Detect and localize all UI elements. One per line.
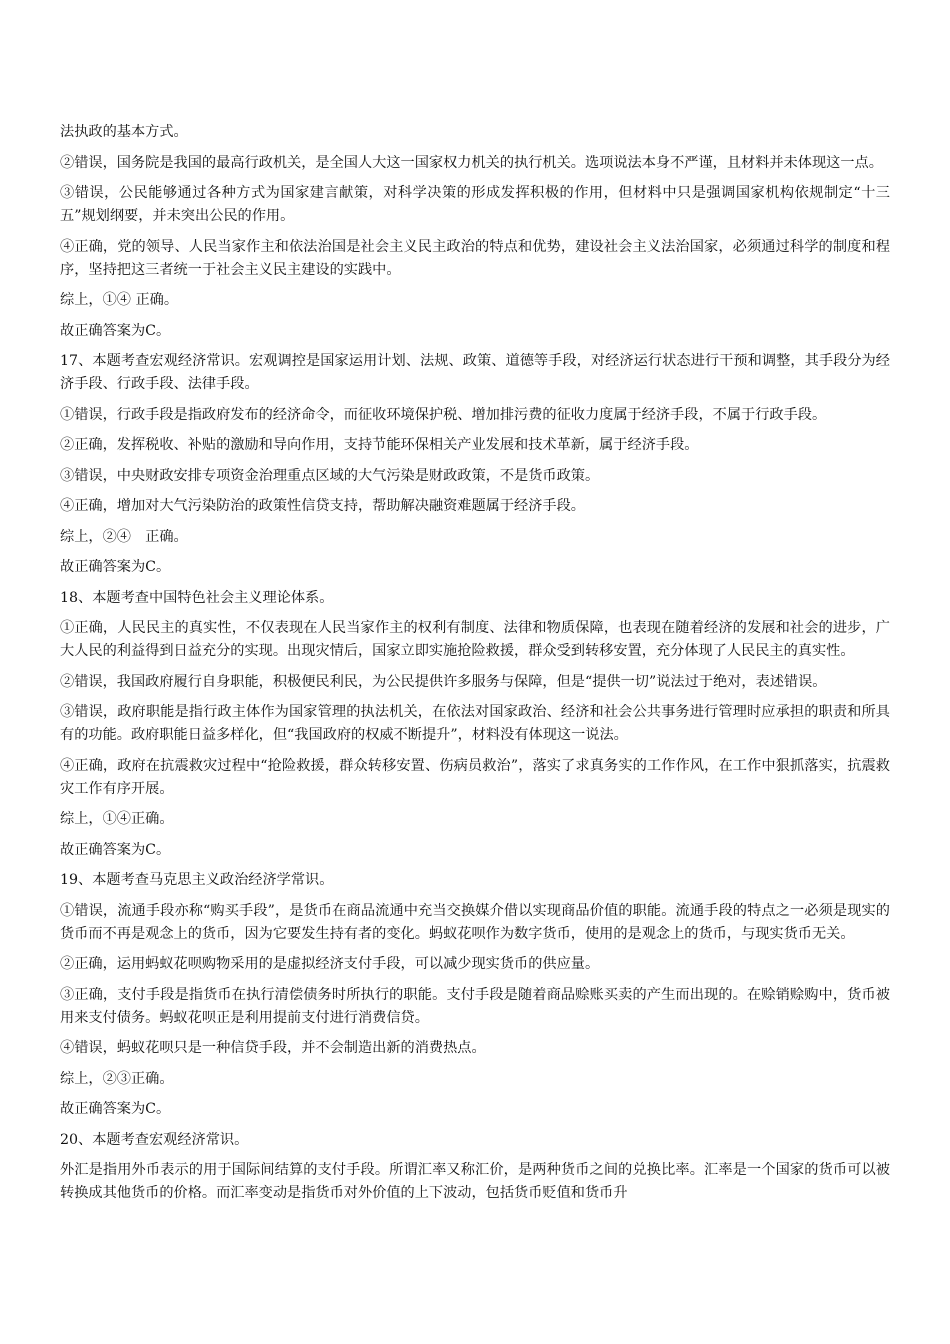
- paragraph-q16-option-3: ③错误，公民能够通过各种方式为国家建言献策，对科学决策的形成发挥积极的作用，但材料中只是强调国家机构依规制定“十三五”规划纲要，并未突出公民的作用。: [60, 185, 890, 224]
- paragraph-q18-answer: 故正确答案为C。: [60, 841, 171, 858]
- paragraph-q16-option-4: ④正确，党的领导、人民当家作主和依法治国是社会主义民主政治的特点和优势，建设社会主义法治国家，必须通过科学的制度和程序，坚持把这三者统一于社会主义民主建设的实践中。: [60, 238, 890, 278]
- paragraph-q19-summary: 综上，②③正确。: [60, 1070, 174, 1087]
- paragraph-q16-answer: 故正确答案为C。: [60, 322, 171, 339]
- paragraph-q20-body: 外汇是指用外币表示的用于国际间结算的支付手段。所谓汇率又称汇价，是两种货币之间的兑换比率。汇率是一个国家的货币可以被转换成其他货币的价格。而汇率变动是指货币对外价值的上下波动，包括货币贬值和货币升: [60, 1162, 890, 1201]
- paragraph-continuation: 法执政的基本方式。: [60, 124, 188, 140]
- paragraph-q19-option-2: ②正确，运用蚂蚁花呗购物采用的是虚拟经济支付手段，可以减少现实货币的供应量。: [60, 956, 600, 972]
- paragraph-q18-option-1: ①正确，人民民主的真实性，不仅表现在人民当家作主的权利有制度、法律和物质保障，也表现在随着经济的发展和社会的进步，广大人民的利益得到日益充分的实现。出现灾情后，国家立即实施抢险救援，群众受到转移安置，充分体现了人民民主的真实性。: [60, 620, 890, 659]
- paragraph-q18-option-2: ②错误，我国政府履行自身职能，积极便民利民，为公民提供许多服务与保障，但是“提供一切”说法过于绝对，表述错误。: [60, 673, 827, 690]
- paragraph-q17-option-1: ①错误，行政手段是指政府发布的经济命令，而征收环境保护税、增加排污费的征收力度属于经济手段，不属于行政手段。: [60, 406, 827, 423]
- paragraph-q18-intro: 18、本题考查中国特色社会主义理论体系。: [60, 589, 334, 606]
- paragraph-q17-summary: 综上，②④ 正确。: [60, 528, 188, 545]
- paragraph-q19-intro: 19、本题考查马克思主义政治经济学常识。: [60, 872, 334, 888]
- paragraph-q19-option-4: ④错误，蚂蚁花呗只是一种信贷手段，并不会制造出新的消费热点。: [60, 1040, 486, 1056]
- paragraph-q16-summary: 综上，①④ 正确。: [60, 292, 179, 308]
- paragraph-q17-intro: 17、本题考查宏观经济常识。宏观调控是国家运用计划、法规、政策、道德等手段，对经济运行状态进行干预和调整，其手段分为经济手段、行政手段、法律手段。: [60, 353, 890, 392]
- paragraph-q16-option-2: ②错误，国务院是我国的最高行政机关，是全国人大这一国家权力机关的执行机关。选项说法本身不严谨，且材料并未体现这一点。: [60, 154, 883, 171]
- paragraph-q19-option-1: ①错误，流通手段亦称“购买手段”，是货币在商品流通中充当交换媒介借以实现商品价值的职能。流通手段的特点之一必须是现实的货币而不再是观念上的货币，因为它要发生持有者的变化。蚂蚁花呗作为数字货币，使用的是观念上的货币，与现实货币无关。: [60, 902, 890, 942]
- paragraph-q18-option-3: ③错误，政府职能是指行政主体作为国家管理的执法机关，在依法对国家政治、经济和社会公共事务进行管理时应承担的职责和所具有的功能。政府职能日益多样化，但“我国政府的权威不断提升”，材料没有体现这一说法。: [60, 704, 890, 743]
- paragraph-q18-option-4: ④正确，政府在抗震救灾过程中“抢险救援，群众转移安置、伤病员救治”，落实了求真务实的工作作风，在工作中狠抓落实，抗震救灾工作有序开展。: [60, 757, 890, 797]
- paragraph-q17-option-3: ③错误，中央财政安排专项资金治理重点区域的大气污染是财政政策，不是货币政策。: [60, 467, 600, 484]
- paragraph-q18-summary: 综上，①④正确。: [60, 811, 174, 827]
- paragraph-q17-option-4: ④正确，增加对大气污染防治的政策性信贷支持，帮助解决融资难题属于经济手段。: [60, 498, 585, 514]
- paragraph-q17-answer: 故正确答案为C。: [60, 559, 171, 575]
- paragraph-q17-option-2: ②正确，发挥税收、补贴的激励和导向作用，支持节能环保相关产业发展和技术革新，属于经济手段。: [60, 437, 699, 453]
- document-page: [60, 121, 890, 1205]
- paragraph-q19-option-3: ③正确，支付手段是指货币在执行清偿债务时所执行的职能。支付手段是随着商品赊账买卖的产生而出现的。在赊销赊购中，货币被用来支付债务。蚂蚁花呗正是利用提前支付进行消费信贷。: [60, 986, 890, 1026]
- paragraph-q20-intro: 20、本题考查宏观经济常识。: [60, 1131, 249, 1148]
- paragraph-q19-answer: 故正确答案为C。: [60, 1101, 171, 1117]
